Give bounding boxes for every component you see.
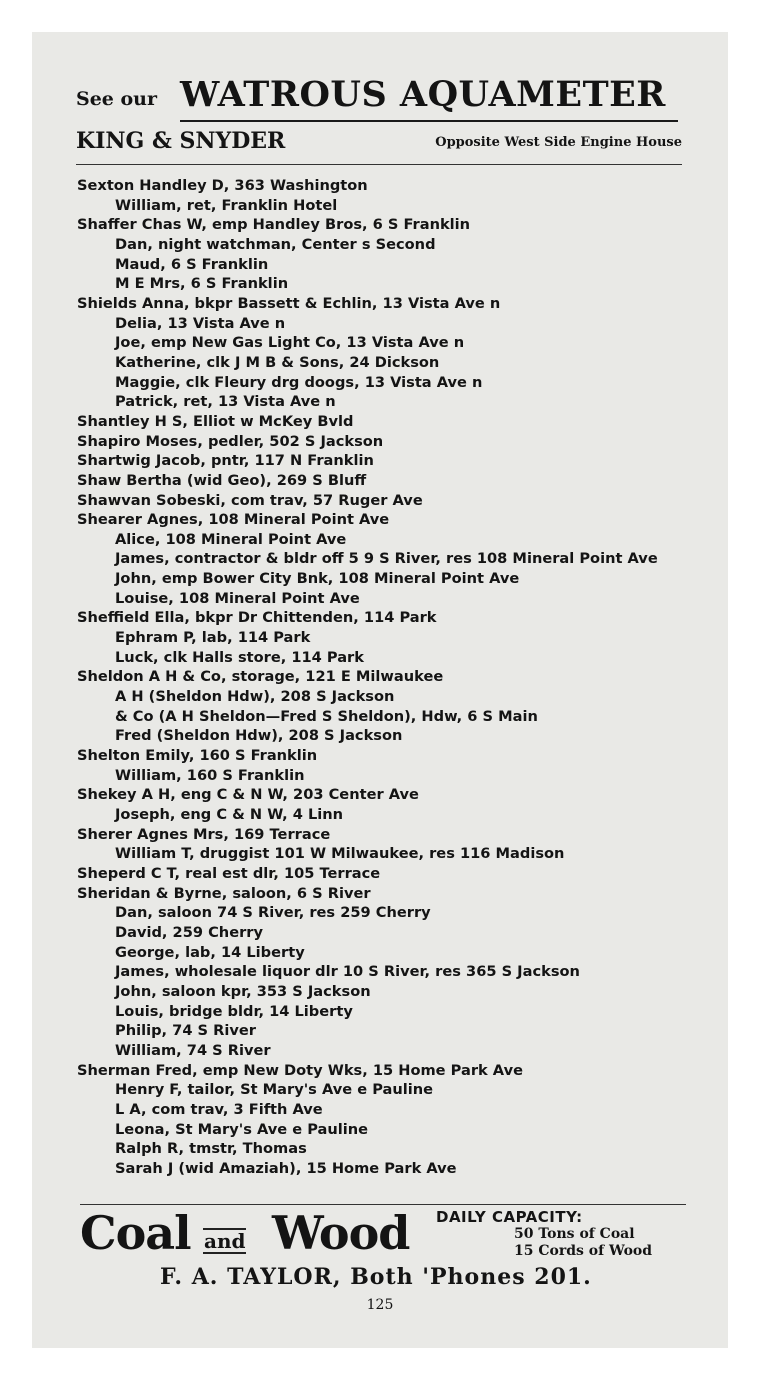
directory-entry: John, saloon kpr, 353 S Jackson [115, 982, 371, 1000]
directory-page [32, 32, 728, 1348]
directory-entry: Sheffield Ella, bkpr Dr Chittenden, 114 Park [77, 609, 437, 627]
directory-entry: Shields Anna, bkpr Bassett & Echlin, 13 Vista Ave n [77, 294, 501, 312]
directory-entry: Sexton Handley D, 363 Washington [77, 177, 368, 194]
directory-entry: Leona, St Mary's Ave e Pauline [115, 1120, 369, 1138]
directory-entry: Shaw Bertha (wid Geo), 269 S Bluff [77, 471, 367, 489]
advertiser-line: F. A. TAYLOR, Both 'Phones 201. [160, 1264, 592, 1290]
directory-entry: Delia, 13 Vista Ave n [115, 314, 286, 332]
directory-entry: Dan, saloon 74 S River, res 259 Cherry [115, 904, 431, 922]
directory-entry: Sherman Fred, emp New Doty Wks, 15 Home Park Ave [77, 1061, 523, 1079]
wood-text: Wood [272, 1206, 410, 1260]
directory-entry: Luck, clk Halls store, 114 Park [115, 648, 364, 666]
directory-entry: Maggie, clk Fleury drg doogs, 13 Vista Ave n [115, 373, 483, 391]
directory-entry: James, wholesale liquor dlr 10 S River, res 365 S Jackson [115, 963, 580, 981]
header-underline [180, 120, 678, 122]
footer-advert [80, 1206, 690, 1296]
directory-entry: Sheperd C T, real est dlr, 105 Terrace [77, 864, 381, 882]
and-text: and [204, 1229, 246, 1253]
directory-entry: Sherer Agnes Mrs, 169 Terrace [77, 825, 331, 843]
directory-entry: & Co (A H Sheldon—Fred S Sheldon), Hdw, 6 S Main [115, 707, 538, 725]
directory-entry: Ralph R, tmstr, Thomas [115, 1140, 307, 1158]
directory-entry: Sarah J (wid Amaziah), 15 Home Park Ave [115, 1159, 457, 1177]
directory-entry: William, ret, Franklin Hotel [115, 196, 338, 214]
see-our-text: See our [76, 88, 158, 110]
directory-entry: Patrick, ret, 13 Vista Ave n [115, 393, 336, 411]
directory-entry: Henry F, tailor, St Mary's Ave e Pauline [115, 1081, 434, 1099]
directory-entry: Ephram P, lab, 114 Park [115, 629, 311, 647]
directory-entry: James, contractor & bldr off 5 9 S River, res 108 Mineral Point Ave [115, 550, 658, 568]
directory-entry: Philip, 74 S River [115, 1022, 256, 1040]
directory-listing [77, 176, 697, 1178]
directory-entry: Joseph, eng C & N W, 4 Linn [115, 806, 344, 823]
header-advert [76, 74, 686, 124]
directory-entry: L A, com trav, 3 Fifth Ave [115, 1100, 323, 1118]
header-firm-row [76, 128, 682, 158]
directory-entry: George, lab, 14 Liberty [115, 943, 305, 961]
directory-entry: Maud, 6 S Franklin [115, 255, 269, 273]
bottom-divider [80, 1204, 686, 1205]
directory-entry: M E Mrs, 6 S Franklin [115, 275, 289, 293]
directory-entry: Fred (Sheldon Hdw), 208 S Jackson [115, 727, 403, 745]
directory-entry: Shapiro Moses, pedler, 502 S Jackson [77, 432, 384, 450]
directory-entry: A H (Sheldon Hdw), 208 S Jackson [115, 688, 395, 706]
capacity-coal: 50 Tons of Coal [514, 1226, 635, 1242]
directory-entry: Shartwig Jacob, pntr, 117 N Franklin [77, 452, 374, 470]
directory-entry: Alice, 108 Mineral Point Ave [115, 530, 347, 548]
directory-entry: William, 160 S Franklin [115, 766, 305, 784]
directory-entry: Sheridan & Byrne, saloon, 6 S River [77, 884, 371, 902]
brand-name: WATROUS AQUAMETER [180, 74, 666, 115]
directory-entry: Shearer Agnes, 108 Mineral Point Ave [77, 511, 390, 529]
directory-entry: John, emp Bower City Bnk, 108 Mineral Point Ave [115, 570, 520, 588]
capacity-wood: 15 Cords of Wood [514, 1243, 653, 1259]
firm-location: Opposite West Side Engine House [435, 135, 682, 150]
directory-entry: William T, druggist 101 W Milwaukee, res 116 Madison [115, 845, 565, 863]
directory-entry: Shekey A H, eng C & N W, 203 Center Ave [77, 786, 419, 804]
directory-entry: Shaffer Chas W, emp Handley Bros, 6 S Franklin [77, 216, 471, 234]
directory-entry: Louise, 108 Mineral Point Ave [115, 589, 360, 607]
directory-entry: Shelton Emily, 160 S Franklin [77, 747, 318, 765]
directory-entry: William, 74 S River [115, 1041, 271, 1059]
directory-entry: Louis, bridge bldr, 14 Liberty [115, 1002, 353, 1020]
directory-entry: Sheldon A H & Co, storage, 121 E Milwaukee [77, 668, 444, 686]
directory-entry: Dan, night watchman, Center s Second [115, 235, 436, 253]
capacity-title: DAILY CAPACITY: [436, 1208, 583, 1226]
directory-entry: David, 259 Cherry [115, 923, 263, 941]
firm-name: KING & SNYDER [76, 128, 286, 154]
top-divider [76, 164, 682, 165]
directory-entry: Shawvan Sobeski, com trav, 57 Ruger Ave [77, 491, 423, 509]
directory-entry: Shantley H S, Elliot w McKey Bvld [77, 412, 354, 430]
page-number: 125 [366, 1297, 394, 1313]
directory-entry: Katherine, clk J M B & Sons, 24 Dickson [115, 353, 440, 371]
coal-text: Coal [80, 1206, 191, 1260]
directory-entry: Joe, emp New Gas Light Co, 13 Vista Ave n [115, 334, 465, 352]
